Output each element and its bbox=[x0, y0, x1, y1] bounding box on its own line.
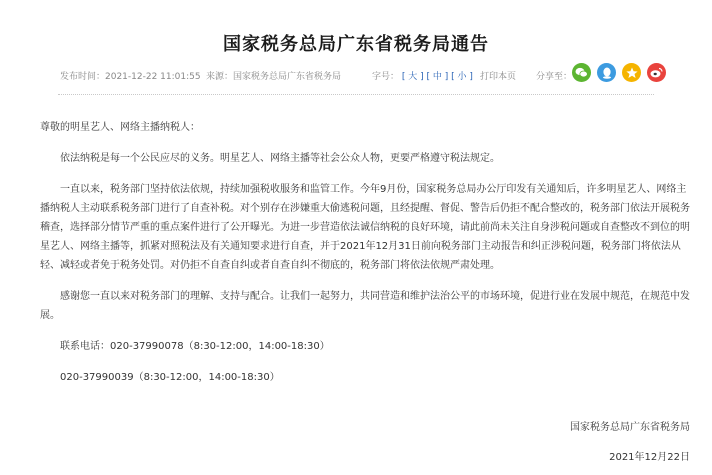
font-size-large-link[interactable]: [ 大 ] bbox=[401, 72, 424, 82]
print-page-link[interactable]: 打印本页 bbox=[480, 72, 517, 82]
share-label: 分享至： bbox=[536, 72, 573, 82]
publish-time: 发布时间：2021-12-22 11:01:55 bbox=[60, 72, 201, 82]
article-source: 来源：国家税务总局广东省税务局 bbox=[206, 72, 342, 82]
article-meta-bar bbox=[0, 60, 712, 88]
article-title: 国家税务总局广东省税务局通告 bbox=[223, 34, 489, 55]
qzone-icon[interactable] bbox=[622, 63, 641, 82]
article-body bbox=[40, 118, 690, 399]
body-paragraph-2: 一直以来，税务部门坚持依法依规，持续加强税收服务和监管工作。今年9月份，国家税务总局办公厅印发有关通知后，许多明星艺人、网络主播纳税人主动联系税务部门进行了自查补税。对个别存在涉嫌重大偷逃税问题，且经提醒、督促、警告后仍拒不配合整改的，税务部门依法开展税务稽查，选择部分情节严重的重点案件进行了公开曝光。为进一步营造依法诚信纳税的良好环境，请此前尚未关注自身涉税问题或自查整改不到位的明星艺人、网络主播等，抓紧对照税法及有关通知要求进行自查，并于2021年12月31日前向税务部门主动报告和纠正涉税问题，税务部门将依法从轻、减轻或者免于税务处罚。对仍拒不自查自纠或者自查自纠不彻底的，税务部门将依法依规严肃处理。 bbox=[40, 184, 690, 271]
body-paragraph-1: 依法纳税是每一个公民应尽的义务。明星艺人、网络主播等社会公众人物，更要严格遵守税法规定。 bbox=[60, 153, 500, 164]
font-size-label: 字号： bbox=[372, 72, 400, 82]
qq-icon[interactable] bbox=[597, 63, 616, 82]
contact-phone-2: 020-37990039（8:30-12:00，14:00-18:30） bbox=[60, 372, 280, 383]
font-size-small-link[interactable]: [ 小 ] bbox=[451, 72, 473, 82]
signature-organization: 国家税务总局广东省税务局 bbox=[570, 422, 690, 433]
body-paragraph-3: 感谢您一直以来对税务部门的理解、支持与配合。让我们一起努力，共同营造和维护法治公平的市场环境，促进行业在发展中规范，在规范中发展。 bbox=[40, 291, 690, 321]
meta-divider bbox=[58, 94, 654, 95]
wechat-icon[interactable] bbox=[572, 63, 591, 82]
contact-phone-1: 联系电话：020-37990078（8:30-12:00，14:00-18:30） bbox=[60, 341, 330, 352]
font-size-switcher bbox=[372, 69, 473, 82]
signature-date: 2021年12月22日 bbox=[609, 452, 690, 463]
font-size-medium-link[interactable]: [ 中 ] bbox=[426, 72, 449, 82]
weibo-icon[interactable] bbox=[647, 63, 666, 82]
body-greeting: 尊敬的明星艺人、网络主播纳税人： bbox=[40, 122, 200, 133]
